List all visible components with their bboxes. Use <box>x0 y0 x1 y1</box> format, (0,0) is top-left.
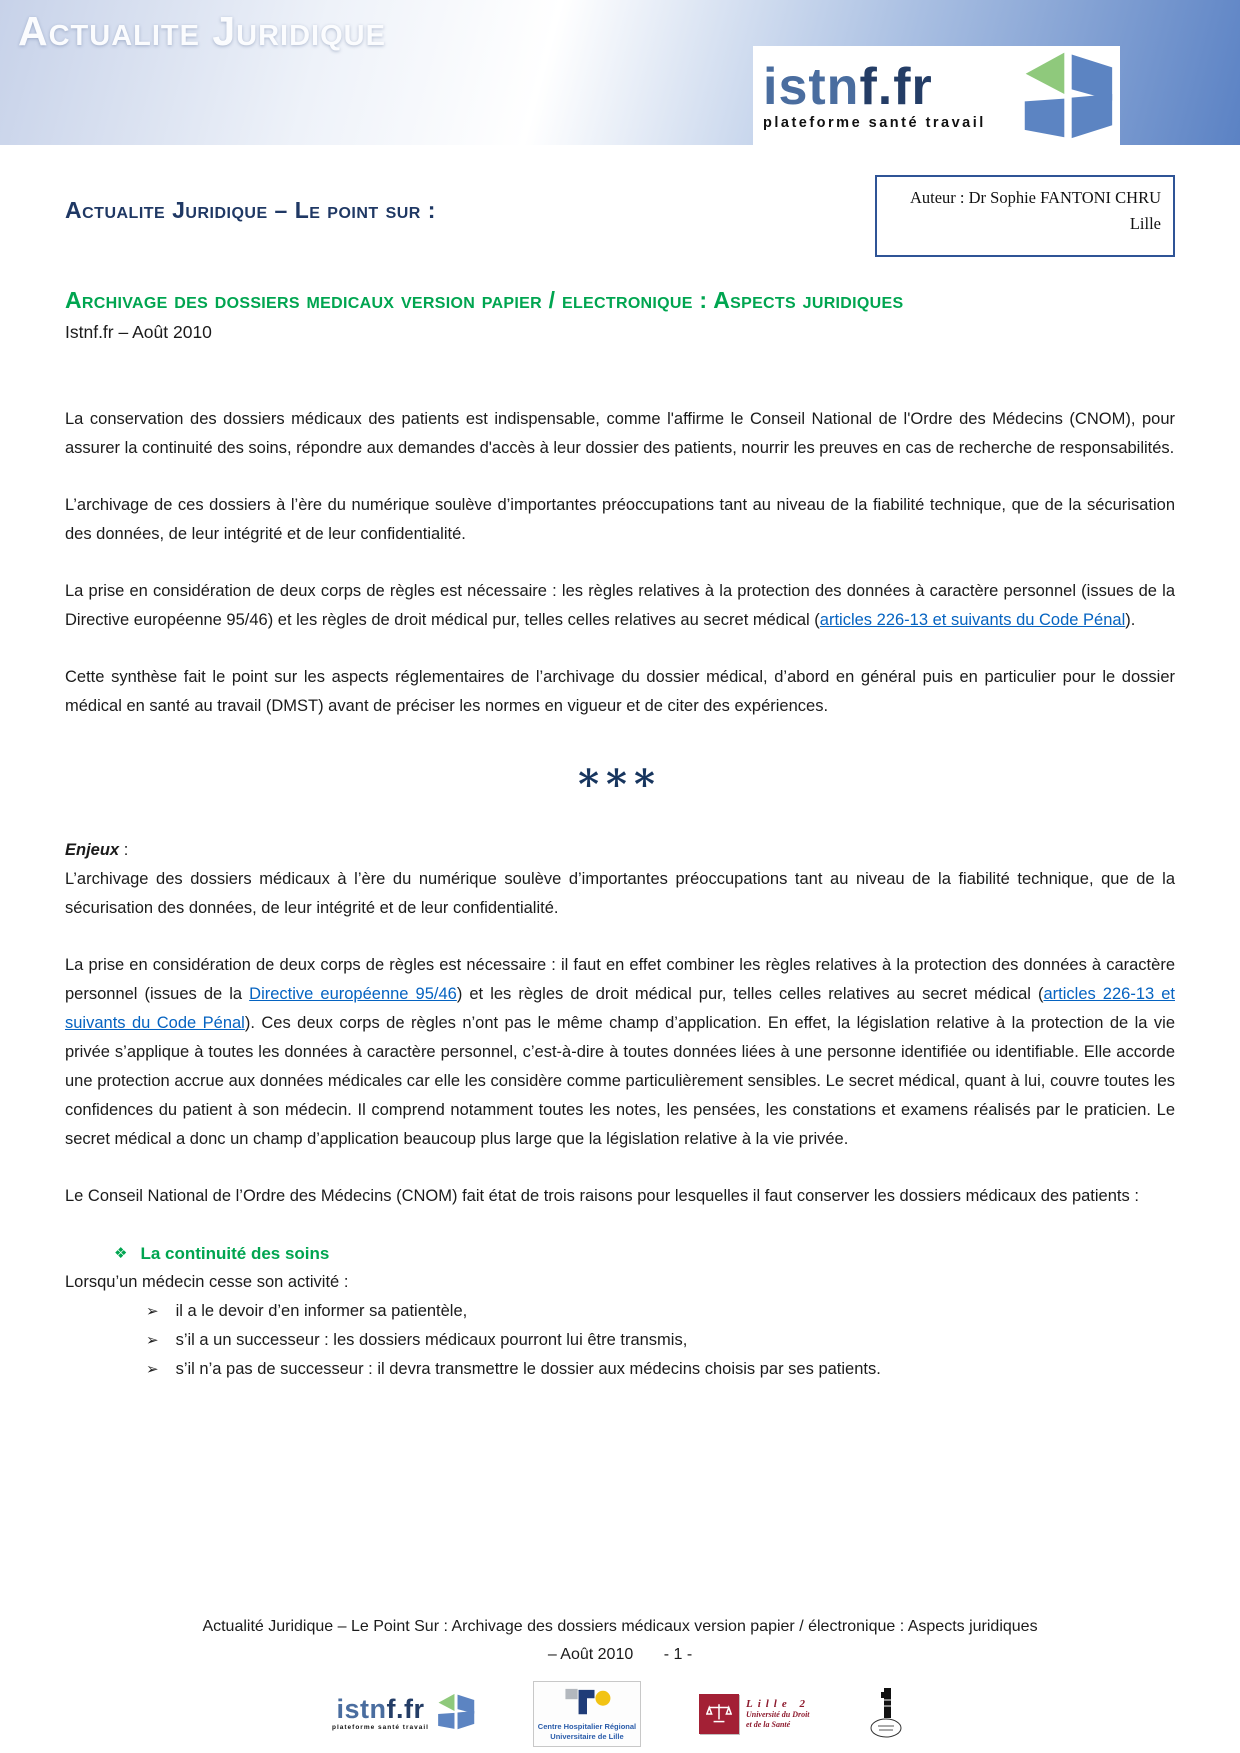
bullet-heading-continuite <box>114 1239 1175 1268</box>
istnf-logo-name <box>763 58 986 117</box>
lille2-logo <box>699 1694 810 1734</box>
paragraph-cesse-activite: Lorsqu’un médecin cesse son activité : <box>65 1273 349 1291</box>
istnf-pinwheel-icon <box>437 1692 475 1735</box>
istnf-logo-text <box>763 58 986 132</box>
istnf-logo-tagline: plateforme santé travail <box>331 1724 429 1732</box>
author-box <box>875 175 1175 257</box>
istnf-footer-logo <box>332 1692 475 1735</box>
paragraph-text: ). <box>1125 611 1136 629</box>
footer-date-page <box>0 1641 1240 1669</box>
chru-line1: Centre Hospitalier Régional <box>537 1721 637 1731</box>
chru-line2: Universitaire de Lille <box>550 1731 624 1741</box>
page-footer <box>0 1613 1240 1747</box>
lille2-line2: et de la Santé <box>745 1719 791 1729</box>
istnf-pinwheel-icon <box>1022 48 1114 145</box>
scales-icon <box>699 1694 739 1734</box>
istnf-footer-logo-text <box>332 1696 429 1732</box>
article-subtitle: Istnf.fr – Août 2010 <box>65 322 212 342</box>
istnf-logo-name-dark: f.fr <box>859 58 933 117</box>
list-item <box>146 1355 1175 1384</box>
paragraph-deux-corps-detail <box>65 951 1175 1154</box>
article-title: Archivage des dossiers medicaux version papier / electronique : Aspects juridiques <box>65 287 904 313</box>
istnf-logo <box>753 46 1120 146</box>
chru-logo-text <box>537 1722 637 1742</box>
chru-lille-logo <box>533 1681 641 1747</box>
paragraph-archivage: L’archivage de ces dossiers à l’ère du numérique soulève d’importantes préoccupations tant au niveau de la fiabilité technique, que de la sécurisation des données, de leur intégrité et de leur confidentialité. <box>65 496 1175 543</box>
paragraph-deux-corps <box>65 577 1175 635</box>
paragraph-text: ) et les règles de droit médical pur, telles celles relatives au secret médical ( <box>456 985 1044 1003</box>
list-item <box>146 1297 1175 1326</box>
banner-title: Actualite Juridique <box>18 8 386 54</box>
faculte-medecine-seal-icon <box>868 1686 908 1742</box>
enjeux-colon: : <box>119 841 129 859</box>
author-name: Auteur : Dr Sophie FANTONI CHRU <box>909 188 1161 207</box>
section-separator: *** <box>578 761 662 808</box>
section-title: Actualite Juridique – Le point sur : <box>65 197 436 223</box>
paragraph-cnom-raisons: Le Conseil National de l’Ordre des Médecins (CNOM) fait état de trois raisons pour lesquelles il faut conserver les dossiers médicaux des patients : <box>65 1187 1139 1205</box>
list-item-text: s’il n’a pas de successeur : il devra transmettre le dossier aux médecins choisis par ses patients. <box>175 1360 881 1378</box>
arrow-bullet-icon: ➢ <box>146 1360 159 1378</box>
conditions-list <box>65 1297 1175 1384</box>
list-item <box>146 1326 1175 1355</box>
list-item-text: il a le devoir d’en informer sa patientèle, <box>175 1302 468 1320</box>
arrow-bullet-icon: ➢ <box>146 1331 159 1349</box>
chru-emblem-icon <box>558 1704 616 1721</box>
istnf-logo-name-light: istn <box>763 58 860 117</box>
code-penal-link[interactable]: articles 226-13 et suivants du Code Pénal <box>65 985 1175 1032</box>
directive-95-46-link[interactable]: Directive européenne 95/46 <box>249 985 457 1003</box>
paragraph-text: La prise en considération de deux corps de règles est nécessaire : il faut en effet combiner les règles relatives à la protection des données à caractère personnel (issues de la <box>65 956 1175 1003</box>
paragraph-text: La prise en considération de deux corps de règles est nécessaire : les règles relatives à la protection des données à caractère personnel (issues de la Directive européenne 95/46) et les règles de droit médical pur, telles celles relatives au secret médical ( <box>65 582 1175 629</box>
page-number: - 1 - <box>663 1645 693 1663</box>
header-row <box>0 145 1240 257</box>
lille2-name: Lille 2 <box>745 1697 810 1710</box>
paragraph-conservation: La conservation des dossiers médicaux des patients est indispensable, comme l'affirme le Conseil National de l'Ordre des Médecins (CNOM), pour assurer la continuité des soins, répondre aux demandes d'accès à leur dossier des patients, nourrir les preuves en cas de recherche de responsabilités. <box>65 410 1175 457</box>
lille2-logo-text <box>746 1698 810 1730</box>
istnf-logo-name-light: istn <box>336 1694 387 1725</box>
code-penal-link[interactable]: articles 226-13 et suivants du Code Pénal <box>819 611 1126 629</box>
enjeux-heading <box>65 836 1175 865</box>
paragraph-synthese: Cette synthèse fait le point sur les aspects réglementaires de l’archivage du dossier médical, d’abord en général puis en particulier pour le dossier médical en santé au travail (DMST) avant de préciser les normes en vigueur et de citer des expériences. <box>65 668 1175 715</box>
footer-logo-row <box>0 1681 1240 1747</box>
footer-date: – Août 2010 <box>547 1645 634 1663</box>
paragraph-text: ). Ces deux corps de règles n’ont pas le même champ d’application. En effet, la législation relative à la protection de la vie privée s’applique à toutes les données à caractère personnel, c’est-à-dire à toutes données liées à une personne identifiée ou identifiable. Elle accorde une protection accrue aux données médicales car elle les considère comme particulièrement sensibles. Le secret médical, quant à lui, couvre toutes les confidences du patient à son médecin. Il comprend notamment toutes les notes, les pensées, les constations et examens réalisés par le praticien. Le secret médical a donc un champ d’application beaucoup plus large que la législation relative à la vie privée. <box>65 1014 1176 1148</box>
author-city: Lille <box>1129 213 1161 233</box>
page-banner <box>0 0 1240 145</box>
paragraph-enjeux: L’archivage des dossiers médicaux à l’ère du numérique soulève d’importantes préoccupations tant au niveau de la fiabilité technique, que de la sécurisation des données, de leur intégrité et de leur confidentialité. <box>65 870 1175 917</box>
arrow-bullet-icon: ➢ <box>146 1302 159 1320</box>
footer-title: Actualité Juridique – Le Point Sur : Archivage des dossiers médicaux version papier / électronique : Aspects juridiques <box>202 1617 1038 1635</box>
enjeux-label: Enjeux <box>65 841 120 859</box>
article-body <box>0 405 1240 1384</box>
istnf-logo-name <box>332 1696 429 1723</box>
bullet-heading-label: La continuité des soins <box>140 1244 330 1263</box>
diamond-bullet-icon: ❖ <box>114 1244 128 1262</box>
lille2-line1: Université du Droit <box>745 1709 810 1719</box>
list-item-text: s’il a un successeur : les dossiers médicaux pourront lui être transmis, <box>175 1331 688 1349</box>
istnf-logo-name-dark: f.fr <box>386 1694 425 1725</box>
istnf-logo-tagline: plateforme santé travail <box>763 115 986 132</box>
